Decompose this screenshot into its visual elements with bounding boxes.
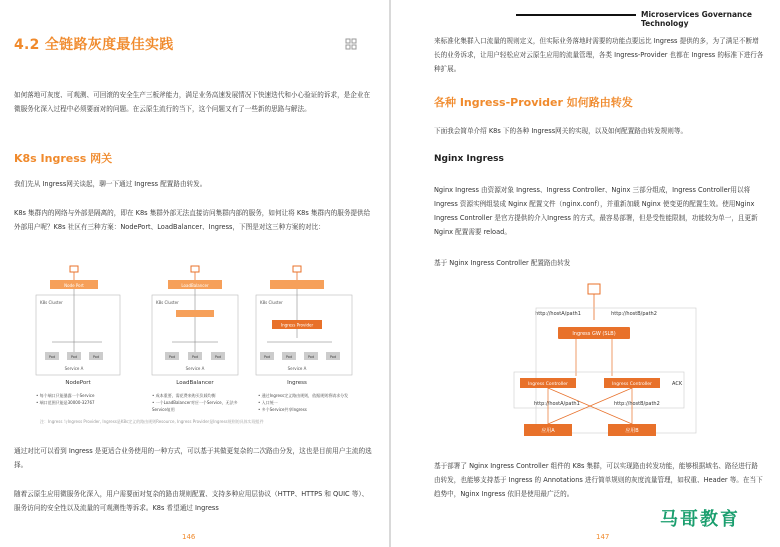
path-b-label: http://hostB/path2 (611, 311, 657, 317)
pod-label: Pod (307, 355, 315, 359)
nodeport-diagram (36, 266, 120, 386)
service-label: Service A (64, 366, 84, 371)
nodeport-top-label: Node Port (64, 283, 84, 288)
section-title-providers: 各种 Ingress-Provider 如何路由转发 (434, 96, 633, 109)
ingress-comparison-diagram (30, 262, 360, 387)
path-b2-label: http://hostB/path2 (614, 401, 660, 407)
ingress-provider-label: Ingress Provider (280, 322, 314, 328)
pod-label: Pod (92, 355, 100, 359)
ack-label: ACK (672, 381, 683, 387)
lb-top-label: LoadBalancer (181, 283, 209, 288)
running-header: Microservices Governance Technology (641, 10, 752, 28)
bullet-item: • 每个端口只能暴露一个Service (36, 393, 95, 398)
paragraph-2: 下面我会简单介绍 K8s 下的各种 Ingress网关的实现，以及如何配置路由转发规则等。 (434, 127, 688, 135)
chapter-title: 4.2 全链路灰度最佳实践 (14, 37, 174, 53)
bullet-item: • 通过Ingress定义路由规则，依据规则将请求分发 (258, 393, 349, 398)
lb-caption: LoadBalancer (176, 380, 214, 386)
ingress-diagram (256, 266, 352, 386)
section-title-k8s-ingress: K8s Ingress 网关 (14, 152, 113, 165)
pod-label: Pod (285, 355, 293, 359)
subsection-title-nginx: Nginx Ingress (434, 154, 504, 164)
paragraph-3: Nginx Ingress 由资源对象 Ingress、Ingress Controller、Nginx 三部分组成，Ingress Controller用以将 Ingress 资源实例组装成 Nginx 配置文件（nginx.conf），并重新加载 Nginx 使变更的配置生效。使用Nginx Ingress Controller 是官方提供的介入Ingress 的方式，最容易部署，但是受性能限制，功能较为单一，且更新 Nginx 配置需要 reload。 (434, 186, 758, 236)
service-label: Service A (287, 366, 307, 371)
bullet-item: • 成本重要，需花费来购买负载均衡 (152, 393, 216, 398)
paragraph-4: 基于 Nginx Ingress Controller 配置路由转发 (434, 259, 571, 267)
gateway-label: Ingress GW (SLB) (572, 331, 616, 337)
intro-paragraph: 如何落地可灰度、可观测、可回滚的安全生产三板斧能力，满足业务高速发展情况下快速迭代和小心验证的诉求，是企业在微服务化深入过程中必须要面对的问题。在云原生流行的当下，这个问题又有了一些新的思路与解法。 (14, 91, 371, 113)
paragraph-3: 通过对比可以看到 Ingress 是更适合业务使用的一种方式，可以基于其做更复杂的二次路由分发，这也是目前用户主流的选择。 (14, 447, 372, 469)
paragraph-1: 我们先从 Ingress网关谈起，聊一下通过 Ingress 配置路由转发。 (14, 180, 207, 188)
paragraph-5: 基于部署了 Nginx Ingress Controller 组件的 K8s 集群，可以实现路由转发功能，能够根据域名、路径进行路由转发，也能够支持基于 Ingress 的 Annotations 进行简单规则的灰度流量管理，如权重、Header 等。在当下趋势中，Nginx Ingress 依旧是使用最广泛的。 (434, 462, 763, 498)
lb-bullets (152, 392, 242, 413)
pod-label: Pod (168, 355, 176, 359)
app-b-label: 应用B (625, 428, 639, 434)
controller-b-label: Ingress Controller (612, 382, 652, 387)
cluster-label: K8s Cluster (156, 300, 179, 305)
loadbalancer-diagram (152, 266, 238, 386)
paragraph-1: 来标准化集群入口流量的规则定义，但实际业务落地时需要的功能点要远比 Ingress 提供的多，为了满足不断增长的业务诉求，让用户轻松应对云原生应用的流量管理，各类 Ingress-Provider 也都在 Ingress 的标准下进行各种扩展。 (434, 37, 764, 73)
bullet-item: • 多个Service共享Ingress (258, 407, 307, 412)
pod-label: Pod (70, 355, 78, 359)
pod-label: Pod (48, 355, 56, 359)
page-number-right: 147 (596, 533, 610, 541)
cluster-label: K8s Cluster (260, 300, 283, 305)
diagram-footnote: 注：Ingress 与Ingress Provider, Ingress是K8s定义的路由规则Resource, Ingress Provider是Ingress规则的具体实现组件 (40, 419, 264, 424)
cluster-label: K8s Cluster (40, 300, 63, 305)
service-label: Service A (185, 366, 205, 371)
ingress-bullets (258, 392, 358, 413)
controller-a-label: Ingress Controller (528, 382, 568, 387)
page-number-left: 146 (182, 533, 196, 541)
pod-label: Pod (191, 355, 199, 359)
pod-label: Pod (263, 355, 271, 359)
bullet-item: • 一个LoadBalancer对应一个Service，无法多Service复用 (152, 400, 238, 412)
path-a2-label: http://hostA/path1 (534, 401, 580, 407)
right-page (391, 0, 780, 547)
app-a-label: 应用A (541, 428, 555, 434)
pod-label: Pod (214, 355, 222, 359)
ingress-caption: Ingress (287, 380, 307, 386)
nodeport-caption: NodePort (65, 380, 91, 386)
magedu-logo: 马哥教育 (660, 509, 740, 530)
left-page (0, 0, 389, 547)
pod-label: Pod (329, 355, 337, 359)
bullet-item: • 端口范围只能是30000-32767 (36, 400, 95, 405)
path-a-label: http://hostA/path1 (535, 311, 581, 317)
paragraph-2: K8s 集群内的网络与外部是隔离的，即在 K8s 集群外部无法直接访问集群内部的服务，如何让将 K8s 集群内的服务提供给外部用户呢？K8s 社区有三种方案：NodePort、LoadBalancer、Ingress，下图是对这三种方案的对比： (14, 209, 371, 231)
grid-icon (345, 38, 357, 50)
running-header-rule (516, 14, 636, 16)
nginx-ingress-diagram (506, 280, 706, 440)
nodeport-bullets (36, 392, 126, 406)
paragraph-4: 随着云原生应用微服务化深入，用户需要面对复杂的路由规则配置、支持多种应用层协议（HTTP、HTTPS 和 QUIC 等）、服务访问的安全性以及流量的可观测性等诉求。K8s 希望通过 Ingress (14, 490, 369, 512)
bullet-item: • 入口统一 (258, 400, 278, 405)
